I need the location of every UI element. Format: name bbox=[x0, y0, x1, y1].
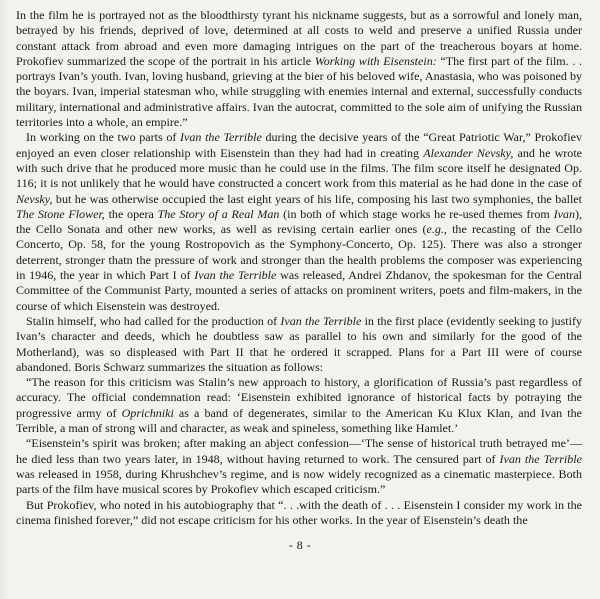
paragraph bbox=[16, 436, 582, 497]
text-run: as a band of degenerates, similar to the American Ku Klux Klan, and Ivan the Terrible, a man of strong will and character, as weak and spineless, something like Hamlet.’ bbox=[16, 405, 583, 436]
text-run: (in both of which stage works he re-used themes from bbox=[279, 206, 554, 221]
paragraph bbox=[16, 314, 582, 375]
text-run: “The first part of the film. . . portrays Ivan’s youth. Ivan, loving husband, grieving at the bier of his beloved wife, Anastasia, who was poisoned by the boyars. Ivan, imperial statesman who, while struggling with enemies internal and external, successfully conducts military, international and administrative affairs. Ivan the autocrat, committed to the sole aim of unifying the Russian territories into a whole, an empire.” bbox=[16, 53, 583, 130]
italic-title: The Story of a Real Man bbox=[157, 206, 280, 221]
paragraph bbox=[16, 130, 582, 314]
text-run: In the film he is portrayed not as the bloodthirsty tyrant his nickname suggests, but as a sorrowful and lonely man, betrayed by his friends, deprived of love, determined at all costs to weld and preserve a unified Russia under constant attack from abroad and even more damaging intrigues on the part of the treacherous boyars at home. Prokofiev summarized the scope of the portrait in his article bbox=[16, 8, 582, 68]
italic-title: Alexander Nevsky, bbox=[423, 145, 514, 160]
paragraph bbox=[16, 8, 582, 130]
text-run: ), the Cello Sonata and other new works, as well as revising certain earlier ones ( bbox=[16, 206, 582, 237]
text-run: the recasting of the Cello Concerto, Op. 58, for the young Rostropovich as the Symphony-Concerto, Op. 125). There was also a stronger deterrent, stronger thatn the pressure of work and stronger than the health problems the composer was experiencing in 1946, the year in which Part I of bbox=[16, 222, 582, 283]
text-run: “Eisenstein’s spirit was broken; after making an abject confession—‘The sense of historical truth betrayed me’— he died less than two years later, in 1948, without having returned to work. The censured part of bbox=[16, 436, 582, 466]
italic-title: Ivan bbox=[553, 206, 575, 221]
text-run: and he wrote with such drive that he produced more music than he could use in the films. The film score itself he designated Op. 116; it is not unlikely that he would have constructed a concert work from this material as he had done in the case of bbox=[16, 145, 583, 191]
italic-title: Ivan the Terrible bbox=[499, 451, 582, 466]
paragraph bbox=[16, 375, 582, 436]
italic-title: Oprichniki bbox=[121, 405, 174, 420]
italic-title: The Stone Flower, bbox=[16, 206, 105, 221]
text-run: but he was otherwise occupied the last eight years of his life, composing his last two symphonies, the ballet bbox=[52, 191, 582, 206]
italic-title: Ivan the Terrible bbox=[280, 313, 362, 328]
italic-title: Ivan the Terrible bbox=[194, 268, 277, 283]
text-run: Stalin himself, who had called for the production of bbox=[26, 313, 281, 328]
page-number: - 8 - bbox=[288, 538, 312, 552]
paragraph bbox=[16, 498, 582, 529]
text-run: during the decisive years of the “Great Patriotic War,” Prokofiev enjoyed an even closer relationship with Eisenstein than they had had in creating bbox=[16, 130, 583, 160]
text-run: was released in 1958, during Khrushchev’s regime, and is now widely recognized as a cinematic masterpiece. Both parts of the film have musical scores by Prokofiev which escaped criticism.” bbox=[16, 466, 582, 497]
italic-title: e.g., bbox=[426, 222, 447, 237]
text-run: in the first place (evidently seeking to justify Ivan’s character and deeds, which he doubtless saw as parallel to his own and similarly for the good of the Motherland), was so displeased with Part II that he ordered it scrapped. Plans for a Part III were of course abandoned. Boris Schwarz summarizes the situation as follows: bbox=[16, 313, 582, 374]
italic-title: Ivan the Terrible bbox=[180, 130, 262, 145]
text-run: was released, Andrei Zhdanov, the spokesman for the Central Committee of the Communist Party, mounted a series of attacks on prominent writers, poets and film-makers, in the course of which Eisenstein was destroyed. bbox=[16, 268, 583, 313]
text-run: But Prokofiev, who noted in his autobiography that “. . .with the death of . . . Eisenstein I consider my work in the cinema finished forever,” did not escape criticism for his other works. In the year of Eisenstein’s death the bbox=[16, 497, 582, 527]
italic-title: Nevsky, bbox=[16, 191, 53, 206]
italic-title: Working with Eisenstein: bbox=[314, 53, 437, 68]
text-run: In working on the two parts of bbox=[26, 130, 181, 145]
body-text bbox=[16, 8, 582, 528]
text-run: the opera bbox=[104, 206, 158, 221]
text-run: “The reason for this criticism was Stalin’s new approach to history, a glorification of Russia’s past regardless of accuracy. The official condemnation read: ‘Eisenstein exhibited ignorance of historical facts by potraying the progressive army of bbox=[16, 375, 582, 420]
